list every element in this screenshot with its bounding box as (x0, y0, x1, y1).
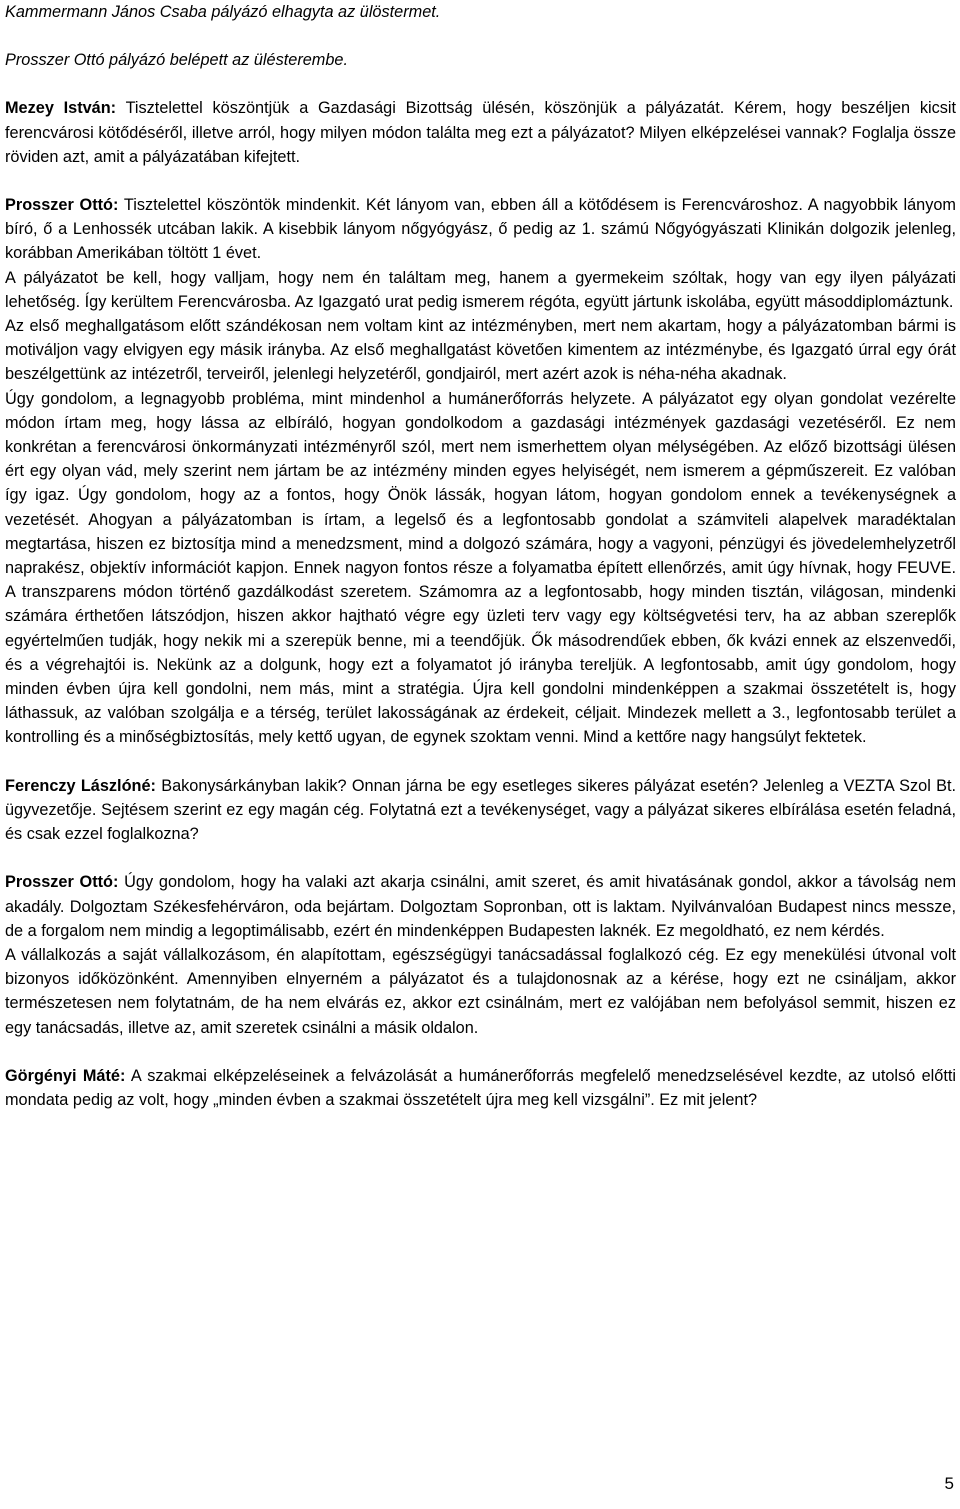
document-body (5, 0, 956, 1112)
paragraph-text: Tisztelettel köszöntök mindenkit. Két lányom van, ebben áll a kötődésem is Ferencvároshoz. A nagyobbik lányom bíró, ő a Lenhossék utcában lakik. A kisebbik lányom nőgyógyász, ő pedig az 1. számú Nőgyógyászati Klinikán dolgozik jelenleg, korábban Amerikában töltött 1 évet. (5, 196, 956, 263)
note-left-room: Kammermann János Csaba pályázó elhagyta az ülöstermet. (5, 3, 441, 21)
speaker-name: Prosszer Ottó: (5, 196, 119, 215)
paragraph-mezey (5, 96, 956, 169)
paragraph-text: A szakmai elképzeléseinek a felvázolását a humánerőforrás megfelelő menedzselésével kezdte, az utolsó előtti mondata pedig az volt, hogy „minden évben a szakmai összetételt újra meg kell vizsgálni”. Ez mit jelent? (5, 1066, 956, 1109)
paragraph-text: Tisztelettel köszöntjük a Gazdasági Bizottság ülésén, köszönjük a pályázatát. Kérem, hogy beszéljen kicsit ferencvárosi kötődéséről, illetve arról, hogy milyen módon találta meg ezt a pályázatot? Milyen elképzelései vannak? Foglalja össze röviden azt, amit a pályázatában kifejtett. (5, 99, 957, 166)
paragraph-prosszer-2: A pályázatot be kell, hogy valljam, hogy nem én találtam meg, hanem a gyermekeim szóltak, hogy van egy ilyen pályázati lehetőség. Így kerültem Ferencvárosba. Az Igazgató urat pedig ismerem régóta, együtt jártunk iskolába, együtt másoddiplomáztunk. (5, 268, 956, 311)
speaker-name: Prosszer Ottó: (5, 873, 119, 892)
paragraph-prosszer-6: A vállalkozás a saját vállalkozásom, én alapítottam, egészségügyi tanácsadással foglalkozó cég. Ez egy menekülési útvonal volt bizonyos időközönként. Amennyiben elnyerném a pályázatot és a tulajdonosnak az a kérése, hogy ezt ne csináljam, akkor természetesen nem folytatnám, de ha nem elvárás ez, akkor ezt csinálnám, mert ez valójában nem befolyásol semmit, hiszen ez egy tanácsadás, illetve az, amit szeretek csinálni a másik oldalon. (5, 945, 956, 1037)
paragraph-prosszer-1 (5, 193, 956, 266)
paragraph-text: Úgy gondolom, hogy ha valaki azt akarja csinálni, amit szeret, és amit hivatásának gondol, akkor a távolság nem akadály. Dolgoztam Székesfehérváron, oda bejártam. Dolgoztam Sopronban, ott is laktam. Nyilvánvalóan Budapest nincs messze, de a forgalom nem mindig a legoptimálisabb, ezért én mindenképpen Budapesten laknék. Ez megoldható, ez nem kérdés. (5, 873, 957, 940)
paragraph-gorgenyi (5, 1064, 956, 1112)
paragraph-ferenczy (5, 774, 956, 847)
speaker-name: Görgényi Máté: (5, 1066, 126, 1085)
speaker-name: Ferenczy Lászlóné: (5, 776, 156, 795)
paragraph-prosszer-5 (5, 870, 956, 943)
paragraph-prosszer-3: Az első meghallgatásom előtt szándékosan nem voltam kint az intézményben, mert nem akartam, hogy a pályázatomban bármi is motiváljon vagy elvigyen egy másik irányba. Az első meghallgatást követően kimentem az intézménybe, és Igazgató úrral egy órát beszélgettünk az intézetről, terveiről, jelenlegi helyzetéről, gondjairól, mert azért azok is néha-néha akadnak. (5, 317, 956, 384)
speaker-name: Mezey István: (5, 99, 117, 118)
page-number: 5 (944, 1474, 954, 1493)
note-entered-room: Prosszer Ottó pályázó belépett az ülésterembe. (5, 51, 348, 70)
paragraph-text: Bakonysárkányban lakik? Onnan járna be egy esetleges sikeres pályázat esetén? Jelenleg a VEZTA Szol Bt. ügyvezetője. Sejtésem szerint ez egy magán cég. Folytatná ezt a tevékenységet, vagy a pályázat sikeres elbírálása esetén feladná, és csak ezzel foglalkozna? (5, 776, 956, 844)
paragraph-prosszer-4: Úgy gondolom, a legnagyobb probléma, mint mindenhol a humánerőforrás helyzete. A pályázatot egy olyan gondolat vezérelte módon írtam meg, hogy lássa az elbíráló, hogyan gondolkodom a gazdasági intézmények gazdasági vezetéséről. Ez nem konkrétan a ferencvárosi önkormányzati intézményről szól, mert nem ismerhettem olyan mélységében. Az előző bizottsági ülésen ért egy olyan vád, mely szerint nem jártam be az intézmény minden egyes helyiségét, nem ismerem a gépműszereit. Ez valóban így igaz. Úgy gondolom, hogy az a fontos, hogy Önök lássák, hogyan látom, hogyan gondolom ennek a tevékenységnek a vezetését. Ahogyan a pályázatomban is írtam, a legelső és a legfontosabb gondolat a számviteli alapelvek maradéktalan megtartása, hiszen ez biztosítja mind a menedzsment, mind a dolgozó számára, hogy a vagyoni, pénzügyi és jövedelemhelyzetről naprakész, objektív információt kapjon. Ennek nagyon fontos része a folyamatba épített ellenőrzés, amit úgy hívnak, hogy FEUVE. A transzparens módon történő gazdálkodást szeretem. Számomra az a legfontosabb, hogy minden tisztán, világosan, mindenki számára érthetően látszódjon, hiszen akkor hajtható végre egy üzleti terv vagy egy költségvetési terv, ha az abban szereplők egyértelműen tudják, hogy nekik mi a szerepük benne, mi a teendőjük. Ők másodrendűek ebben, ők kvázi ennek az elszenvedői, és a végrehajtói is. Nekünk az a dolgunk, hogy ezt a folyamatot jó irányba tereljük. A legfontosabb, amit úgy gondolom, hogy minden évben újra kell gondolni, nem más, mint a stratégia. Újra kell gondolni mindenképpen a szakmai összetételt is, hogy láthassuk, az valóban szolgálja e a térség, terület lakosságának az érdekeit, céljait. Mindezek mellett a 3., legfontosabb terület a kontrolling és a minőségbiztosítás, mely kettő ugyan, de egynek szoktam venni. Mind a kettőre nagy hangsúlyt fektetek. (5, 389, 956, 747)
